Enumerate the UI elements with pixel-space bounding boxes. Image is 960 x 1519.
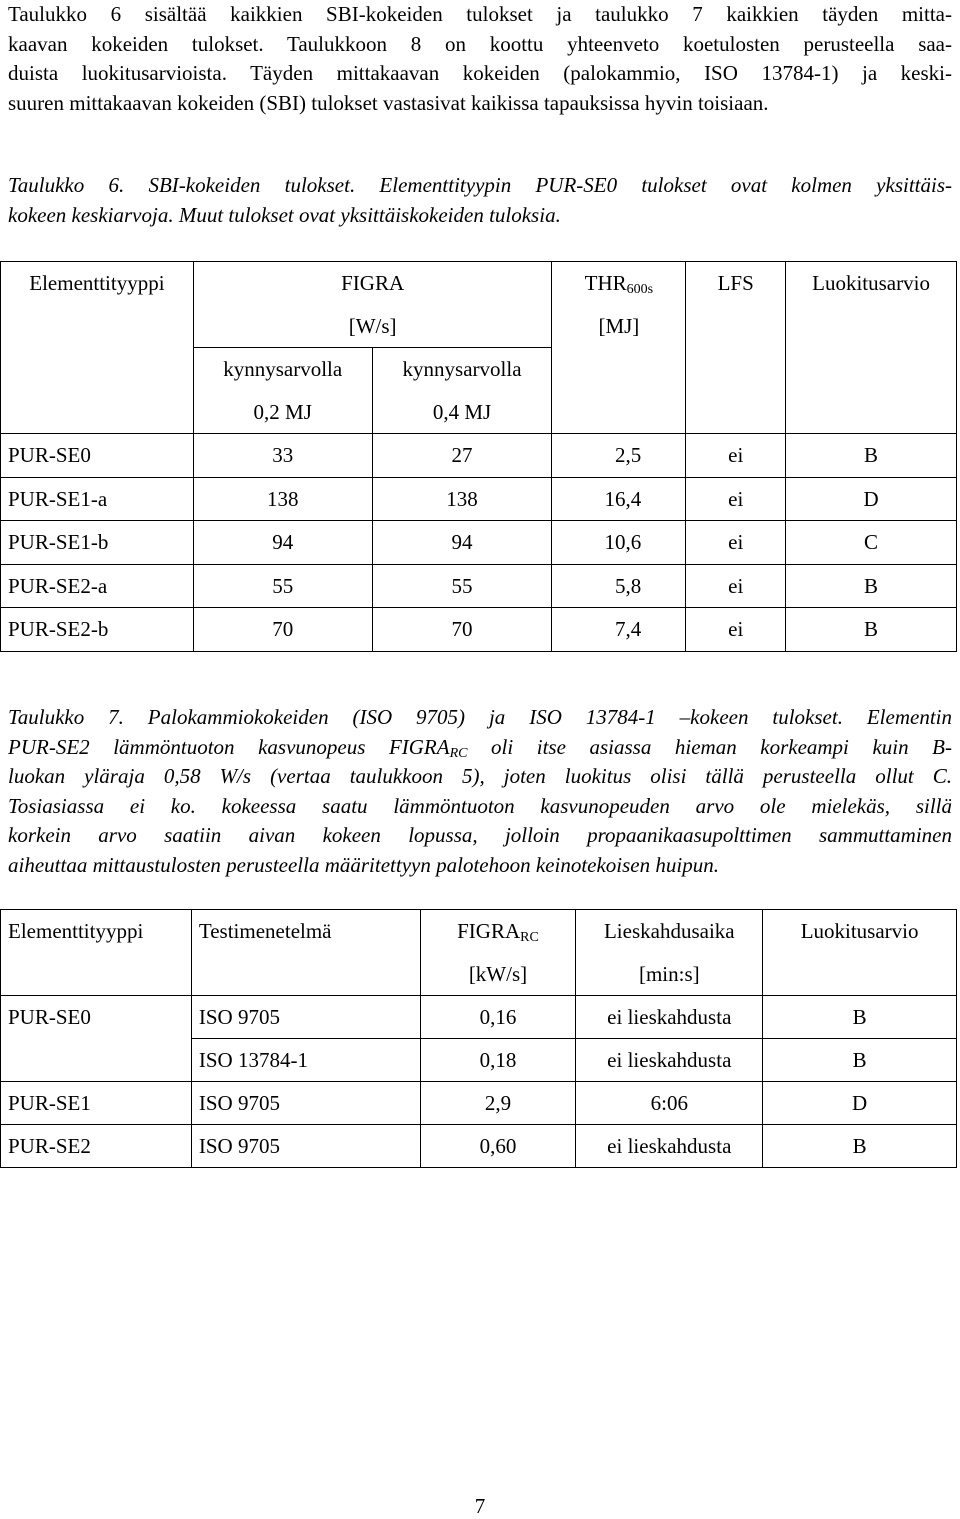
header-test-method: Testimenetelmä: [191, 910, 420, 996]
header-figra-rc: $FIGRA_{RC}$ [kW/s]: [420, 910, 576, 996]
table-header-row: [1, 262, 957, 348]
header-lfs: LFS: [686, 262, 786, 434]
header-threshold-02: kynnysarvolla 0,2 MJ: [193, 348, 372, 434]
header-element-type: Elementtityyppi: [1, 262, 194, 434]
intro-line: suuren mittakaavan kokeiden (SBI) tulokset vastasivat kaikissa tapauksissa hyvin toisiaan.: [8, 90, 769, 115]
caption-line: Tosiasiassa ei ko. kokeessa saatu lämmöntuoton kasvunopeuden arvo ole mielekäs, sillä: [8, 793, 952, 818]
table-row: PUR-SE1 ISO 9705 2,9 6:06 D: [1, 1082, 957, 1125]
header-figra: FIGRA [W/s]: [193, 262, 552, 348]
caption-line: aiheuttaa mittaustulosten perusteella määritettyyn palotehoon keinotekoisen huipun.: [8, 852, 719, 877]
table7-caption: [8, 703, 952, 880]
table-row: PUR-SE0 ISO 9705 0,16 ei lieskahdusta B: [1, 996, 957, 1039]
page-number: 7: [474, 1494, 486, 1518]
table-row: PUR-SE2-a 55 55 5,8 ei B: [1, 564, 957, 608]
header-flashover-time: Lieskahdusaika [min:s]: [576, 910, 763, 996]
caption-line: luokan yläraja 0,58 W/s (vertaa taulukkoon 5), joten luokitus olisi tällä perusteella ollut C.: [8, 764, 952, 788]
intro-paragraph: [8, 0, 952, 118]
table-row: PUR-SE1-b 94 94 10,6 ei C: [1, 521, 957, 565]
table-row: PUR-SE2 ISO 9705 0,60 ei lieskahdusta B: [1, 1125, 957, 1168]
header-classification: Luokitusarvio: [763, 910, 957, 996]
table-row: PUR-SE1-a 138 138 16,4 ei D: [1, 477, 957, 521]
table-row: PUR-SE2-b 70 70 7,4 ei B: [1, 608, 957, 652]
caption-line: Taulukko 6. SBI-kokeiden tulokset. Elementtityypin PUR-SE0 tulokset ovat kolmen yksittäis-: [8, 173, 952, 197]
intro-line: duista luokitusarvioista. Täyden mittakaavan kokeiden (palokammio, ISO 13784-1) ja keski-: [8, 61, 952, 85]
table7-room-test-results: [0, 909, 957, 1168]
header-threshold-04: kynnysarvolla 0,4 MJ: [372, 348, 552, 434]
caption-line: kokeen keskiarvoja. Muut tulokset ovat yksittäiskokeiden tuloksia.: [8, 202, 561, 227]
caption-line: Taulukko 7. Palokammiokokeiden (ISO 9705) ja ISO 13784-1 –kokeen tulokset. Elementin: [8, 705, 952, 729]
header-element-type: Elementtityyppi: [1, 910, 192, 996]
header-classification: Luokitusarvio: [786, 262, 957, 434]
header-thr: $THR_{600s}$ [MJ]: [552, 262, 686, 434]
caption-line: korkein arvo saatiin aivan kokeen lopussa, jolloin propaanikaasupolttimen sammuttaminen: [8, 823, 952, 847]
intro-line: Taulukko 6 sisältää kaikkien SBI-kokeiden tulokset ja taulukko 7 kaikkien täyden mitta-: [8, 2, 952, 26]
intro-line: kaavan kokeiden tulokset. Taulukkoon 8 on koottu yhteenveto koetulosten perusteella saa-: [8, 31, 952, 56]
table-row: ISO 13784-1 0,18 ei lieskahdusta B: [1, 1039, 957, 1082]
table-row: PUR-SE0 33 27 2,5 ei B: [1, 434, 957, 478]
table-header-row: [1, 910, 957, 996]
table6-caption: [8, 171, 952, 230]
table6-sbi-results: [0, 261, 957, 652]
caption-line: PUR-SE2 lämmöntuoton kasvunopeus $FIGRA_{RC}$ oli itse asiassa hieman korkeampi kuin B-: [8, 734, 952, 761]
